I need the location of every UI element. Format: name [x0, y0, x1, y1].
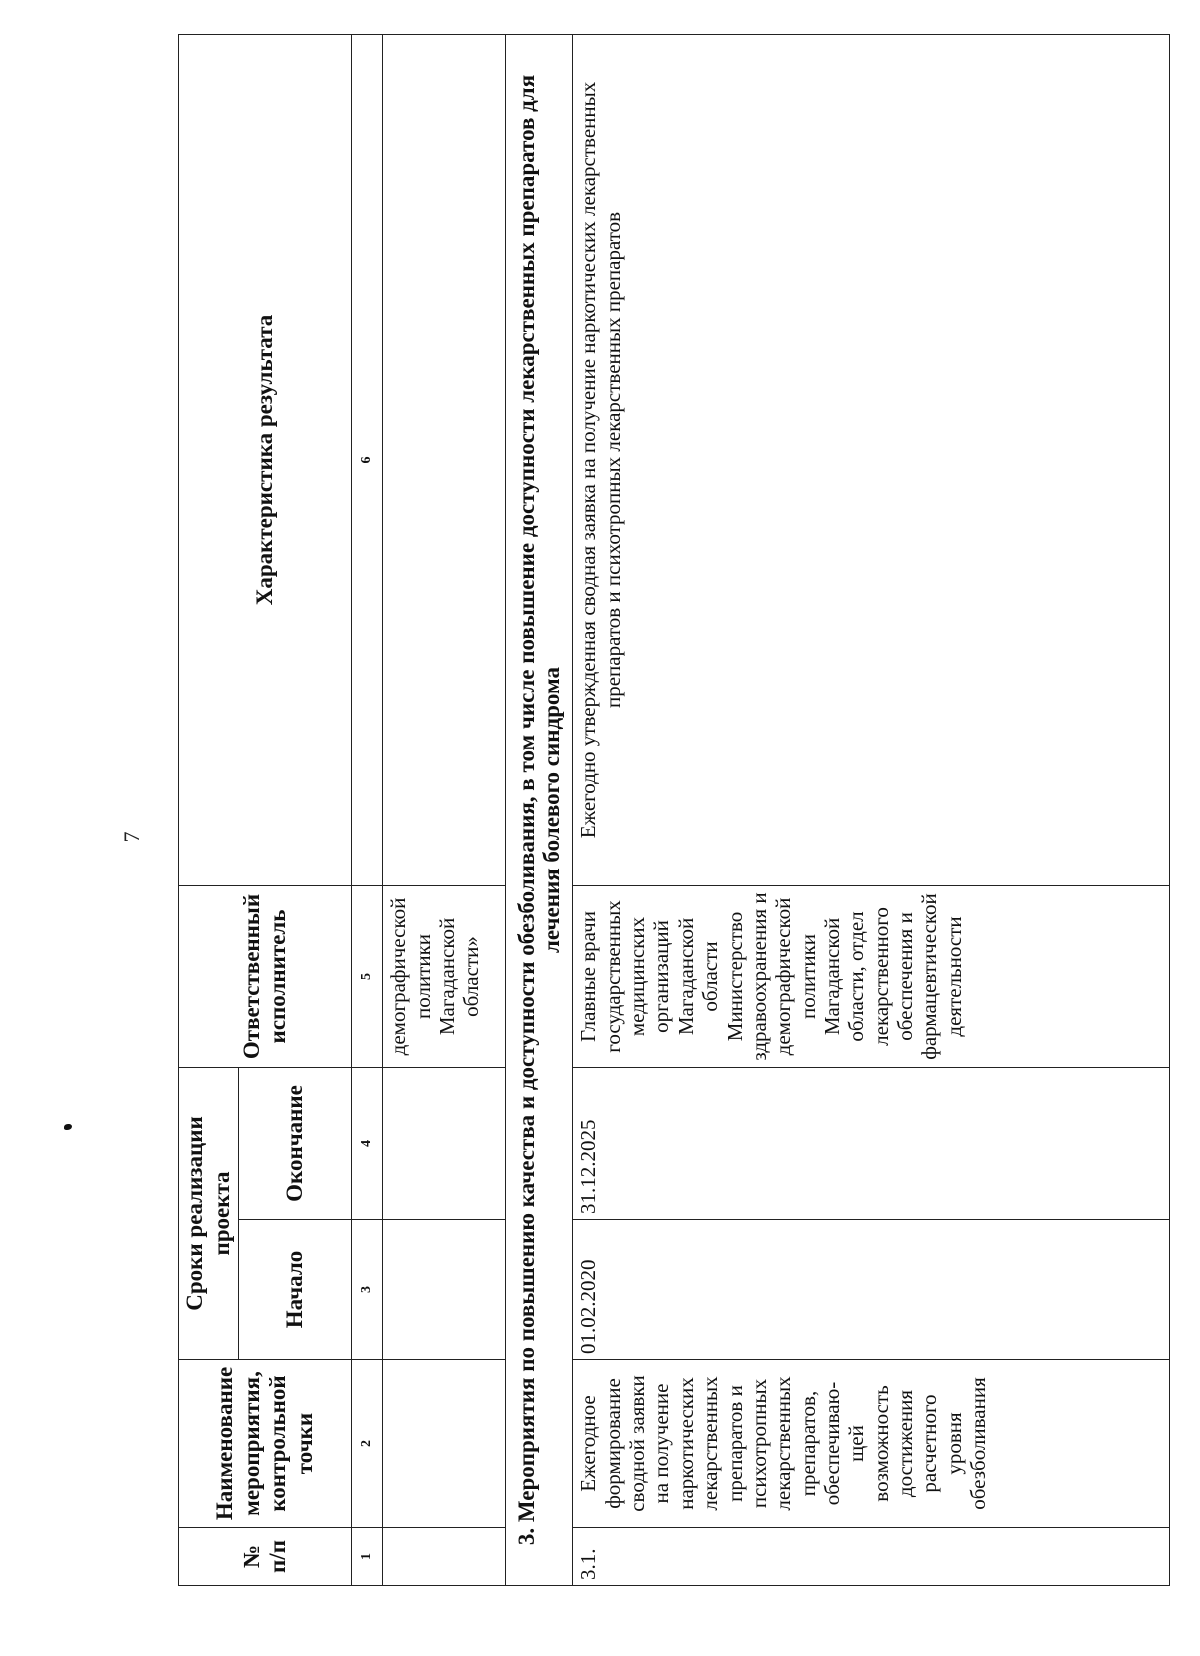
header-end: Окончание — [239, 1067, 352, 1219]
row-end: 31.12.2025 — [573, 1067, 1170, 1219]
header-period: Сроки реализации проекта — [179, 1067, 239, 1359]
header-start: Начало — [239, 1220, 352, 1360]
row-start: 01.02.2020 — [573, 1220, 1170, 1360]
header-name: Наименование мероприятия, контрольной точки — [179, 1360, 352, 1528]
column-number: 4 — [352, 1067, 383, 1219]
header-num: № п/п — [179, 1528, 352, 1586]
section-row — [506, 34, 573, 1585]
column-number: 3 — [352, 1220, 383, 1360]
section-title: 3. Мероприятия по повышению качества и доступности обезболивания, в том числе повышение доступности лекарственных препаратов для лечения болевого синдрома — [506, 34, 573, 1585]
column-number-row — [352, 34, 383, 1585]
column-number: 1 — [352, 1528, 383, 1586]
page-number: 7 — [119, 831, 144, 843]
column-number: 6 — [352, 34, 383, 885]
header-result: Характеристика результата — [179, 34, 352, 885]
row-num: 3.1. — [573, 1528, 1170, 1586]
header-executor: Ответственный исполнитель — [179, 885, 352, 1067]
continued-executor: демографической политики Магаданской области» — [383, 885, 506, 1067]
table-row — [573, 34, 1170, 1585]
continued-row — [383, 34, 506, 1585]
column-number: 5 — [352, 885, 383, 1067]
row-name: Ежегодное формирование сводной заявки на получение наркотических лекарственных препаратов и психотропных лекарственных препаратов, обеспечиваю-щей возможность достижения расчетного уровня обезболивания — [573, 1360, 1170, 1528]
scan-speck — [64, 1124, 72, 1130]
cell-empty — [383, 34, 506, 885]
cell-empty — [383, 1220, 506, 1360]
cell-empty — [383, 1528, 506, 1586]
measures-table — [178, 34, 1170, 1586]
rotated-page-content — [178, 35, 1178, 1586]
header-row-1 — [179, 34, 239, 1585]
cell-empty — [383, 1067, 506, 1219]
column-number: 2 — [352, 1360, 383, 1528]
cell-empty — [383, 1360, 506, 1528]
row-result: Ежегодно утвержденная сводная заявка на получение наркотических лекарственных препаратов и психотропных лекарственных препаратов — [573, 34, 1170, 885]
row-executor: Главные врачи государственных медицинских организаций Магаданской области Министерство здравоохранения и демографической политики Магаданской области, отдел лекарственного обеспечения и фармацевтической деятельности — [573, 885, 1170, 1067]
